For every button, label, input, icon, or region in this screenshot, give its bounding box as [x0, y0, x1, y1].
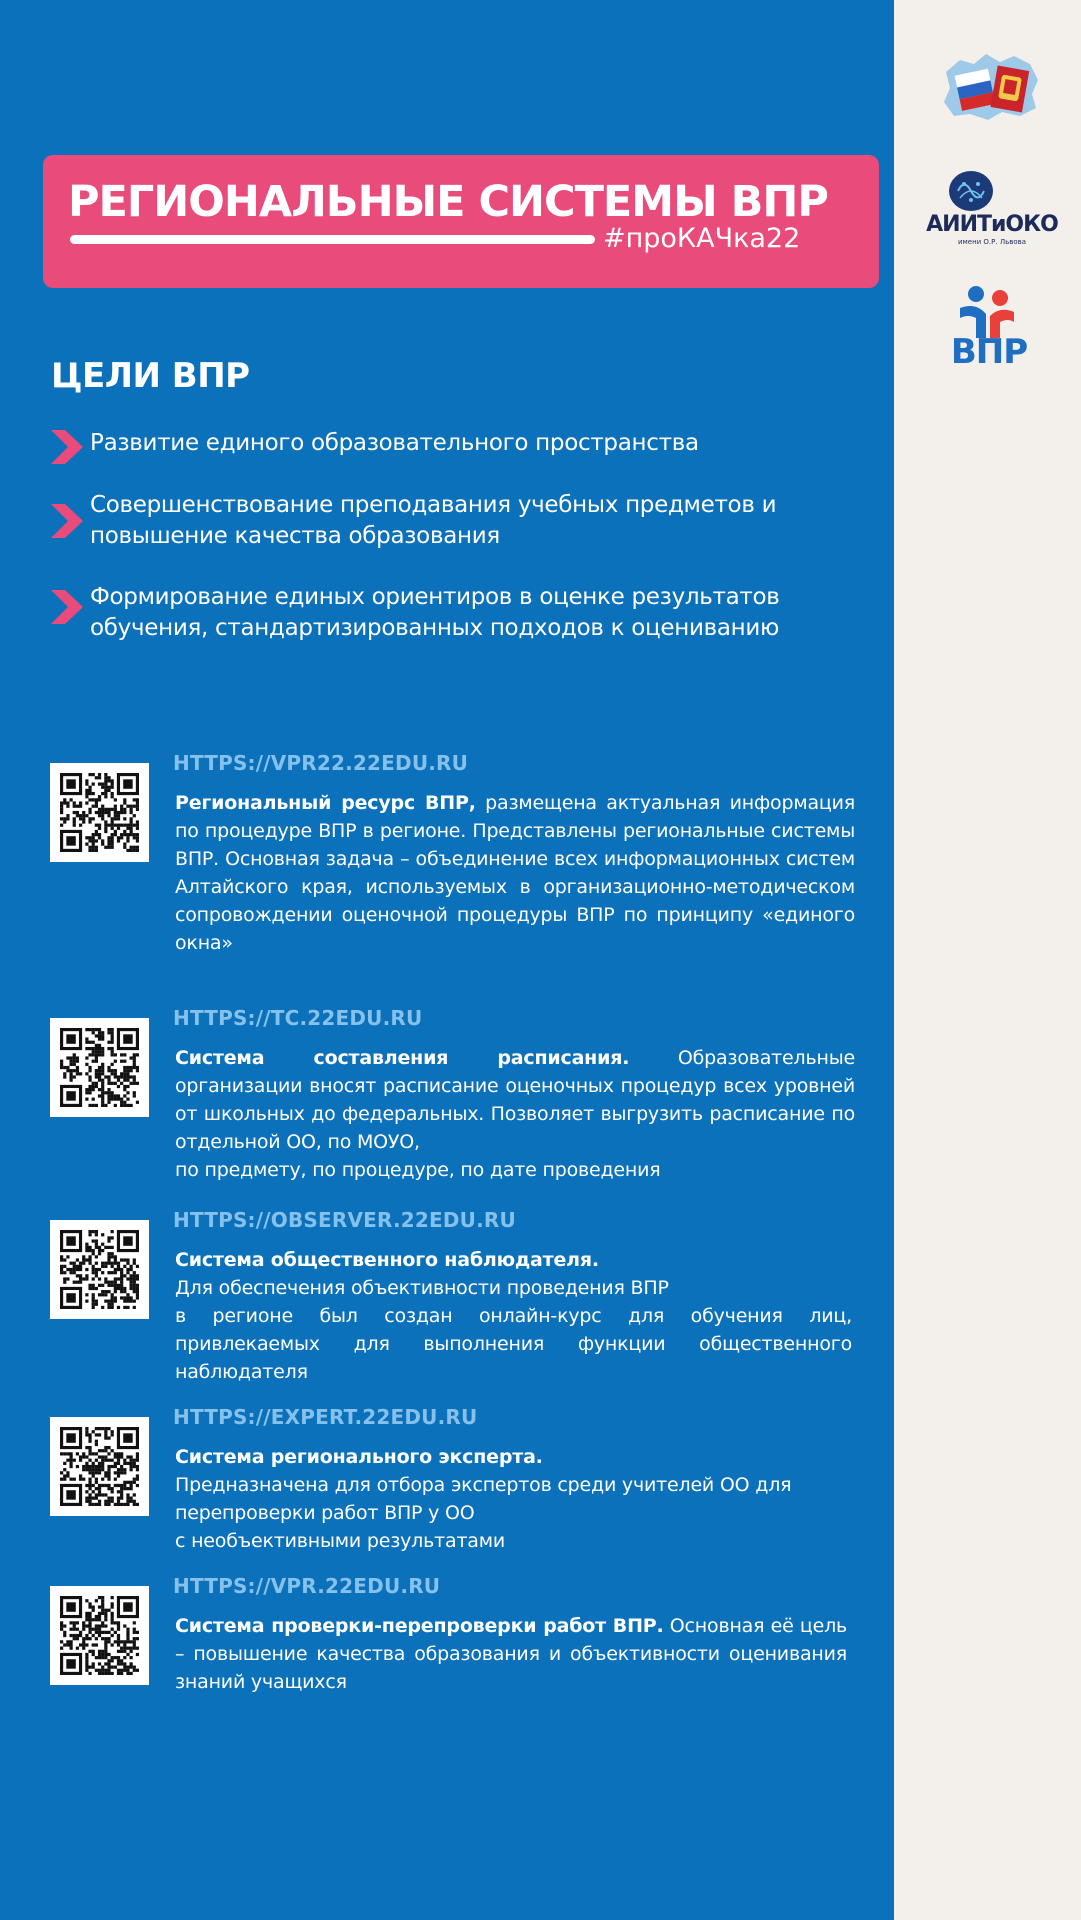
qr-code-icon[interactable]	[50, 1586, 149, 1685]
goal-text: Совершенствование преподавания учебных предметов и повышение качества образования	[90, 492, 777, 549]
title-underline	[70, 235, 595, 244]
resource-description	[175, 1443, 852, 1555]
hashtag: #проКАЧка22	[603, 223, 801, 254]
resource-description	[175, 1612, 847, 1696]
people-icon	[956, 284, 1018, 338]
resource-text: Образовательные организации вносят расписание оценочных процедур всех уровней от школьных до федеральных. Позволяет выгрузить расписание по отдельной ОО, по МОУО, по предмету, по процедуре, по дате проведения	[175, 1047, 855, 1181]
resource-description	[175, 1044, 855, 1184]
resource-link[interactable]: HTTPS://OBSERVER.22EDU.RU	[173, 1208, 516, 1232]
qr-code-icon[interactable]	[50, 1220, 149, 1319]
goals-heading: ЦЕЛИ ВПР	[51, 356, 250, 396]
aiitioko-logo-subtitle: имени О.Р. Львова	[957, 238, 1027, 246]
chevron-right-icon	[51, 430, 83, 464]
resource-title: Система регионального эксперта.	[175, 1446, 543, 1468]
resource-title: Система составления расписания.	[175, 1047, 630, 1069]
goal-text: Формирование единых ориентиров в оценке результатов обучения, стандартизированных подходов к оцениванию	[90, 584, 780, 641]
resource-link[interactable]: HTTPS://TC.22EDU.RU	[173, 1006, 423, 1030]
chevron-right-icon	[51, 504, 83, 538]
altai-region-emblem-icon	[940, 50, 1042, 122]
aiitioko-logo-text: АИИТиОКО	[926, 212, 1058, 237]
goal-text: Развитие единого образовательного пространства	[90, 430, 699, 456]
resource-text: Для обеспечения объективности проведения ВПР в регионе был создан онлайн-курс для обучения лиц, привлекаемых для выполнения функции общественного наблюдателя	[175, 1277, 852, 1383]
resource-description	[175, 1246, 852, 1386]
resource-link[interactable]: HTTPS://VPR22.22EDU.RU	[173, 751, 469, 775]
resource-link[interactable]: HTTPS://EXPERT.22EDU.RU	[173, 1405, 478, 1429]
chevron-right-icon	[51, 590, 83, 624]
vpr-logo-text: ВПР	[950, 332, 1028, 372]
resource-title: Региональный ресурс ВПР,	[175, 792, 476, 814]
resource-link[interactable]: HTTPS://VPR.22EDU.RU	[173, 1574, 441, 1598]
resource-title: Система проверки-перепроверки работ ВПР.	[175, 1615, 664, 1637]
qr-code-icon[interactable]	[50, 1018, 149, 1117]
qr-code-icon[interactable]	[50, 763, 149, 862]
page-title: РЕГИОНАЛЬНЫЕ СИСТЕМЫ ВПР	[68, 177, 828, 227]
resource-text: Основная её цель – повышение качества образования и объективности оценивания знаний учащихся	[175, 1615, 848, 1693]
qr-code-icon[interactable]	[50, 1417, 149, 1516]
resource-title: Система общественного наблюдателя.	[175, 1249, 599, 1271]
resource-text: Предназначена для отбора экспертов среди учителей ОО для перепроверки работ ВПР у ОО с необъективными результатами	[175, 1474, 792, 1552]
title-banner	[43, 155, 879, 288]
brain-icon	[948, 170, 994, 212]
resource-text: размещена актуальная информация по процедуре ВПР в регионе. Представлены региональные системы ВПР. Основная задача – объединение всех информационных систем Алтайского края, используемых в организационно-методическом сопровождении оценочной процедуры ВПР по принципу «единого окна»	[175, 792, 856, 954]
resource-description	[175, 789, 855, 957]
logo-sidebar	[894, 0, 1081, 1920]
